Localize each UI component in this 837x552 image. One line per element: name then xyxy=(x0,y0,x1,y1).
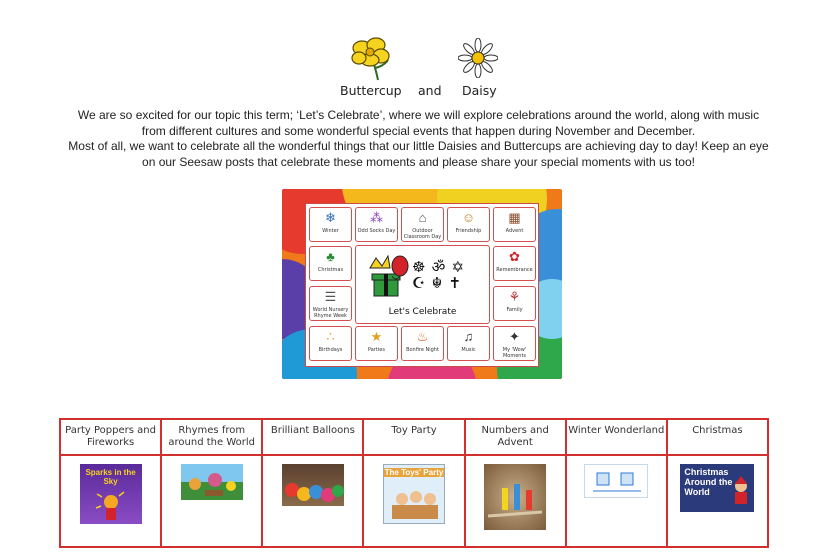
topic-heading: Numbers and Advent xyxy=(465,419,566,455)
cell-friendship xyxy=(447,207,490,242)
cell-label: Music xyxy=(461,347,476,353)
faith-symbols-icon: ☸ ॐ ✡ ☪ ☬ ✝ xyxy=(412,259,466,292)
calendar-icon: ▦ xyxy=(508,210,521,225)
topic-heading: Christmas xyxy=(667,419,768,455)
cell-christmas xyxy=(309,246,352,281)
cell-label: World Nursery Rhyme Week xyxy=(312,307,349,319)
intro-line: from different cultures and some wonderful special events that happen during November and December. xyxy=(141,123,696,138)
winter-wonderland-image[interactable] xyxy=(584,464,648,498)
cell-label: Parties xyxy=(368,347,385,353)
intro-line: on our Seesaw posts that celebrate these moments and please share your special moments with us too! xyxy=(142,154,695,169)
cell-birthdays xyxy=(309,326,352,361)
class-name-and: and xyxy=(418,83,442,98)
topic-heading: Rhymes from around the World xyxy=(161,419,262,455)
cell-label: My 'Wow' Moments xyxy=(502,347,527,359)
music-icon: ♫ xyxy=(463,329,474,344)
cell-label: Winter xyxy=(322,228,339,234)
cell-odd-socks-day xyxy=(355,207,398,242)
poppy-icon: ✿ xyxy=(509,249,520,264)
topics-image-row xyxy=(60,455,768,547)
cell-label: Birthdays xyxy=(318,347,343,353)
cell-wow-moments xyxy=(493,326,536,361)
buttercup-icon xyxy=(348,36,394,82)
topic-cell xyxy=(667,455,768,547)
balloons-icon xyxy=(282,464,344,506)
cell-label: Bonfire Night xyxy=(406,347,439,353)
topic-heading: Brilliant Balloons xyxy=(262,419,363,455)
topic-cell xyxy=(566,455,667,547)
poster-title-cell xyxy=(355,245,490,324)
cell-label: Odd Socks Day xyxy=(357,228,396,234)
cell-winter xyxy=(309,207,352,242)
advent-numbers-photo[interactable] xyxy=(484,464,546,530)
party-icon: ★ xyxy=(370,329,383,344)
gift-balloon-icon xyxy=(368,254,412,300)
friends-icon: ☺ xyxy=(461,210,476,225)
sparks-in-the-sky-book-cover[interactable] xyxy=(80,464,142,524)
nursery-rhyme-image[interactable] xyxy=(181,464,243,500)
class-name-daisy: Daisy xyxy=(462,83,497,98)
topics-header-row xyxy=(60,419,768,455)
topic-cell xyxy=(465,455,566,547)
book-title: Christmas Around the World xyxy=(684,467,733,497)
cell-parties xyxy=(355,326,398,361)
classroom-icon: ⌂ xyxy=(418,210,427,225)
cell-label: Family xyxy=(506,307,523,313)
topics-table xyxy=(59,418,769,548)
daisy-icon xyxy=(458,38,498,78)
class-name-buttercup: Buttercup xyxy=(340,83,402,98)
advent-candles-icon xyxy=(484,464,546,530)
lets-celebrate-poster xyxy=(282,189,562,379)
santa-icon xyxy=(731,476,751,506)
cell-music xyxy=(447,326,490,361)
family-icon: ⚘ xyxy=(508,289,521,304)
toys-icon xyxy=(390,487,440,521)
book-icon: ☰ xyxy=(324,289,337,304)
topic-cell xyxy=(363,455,464,547)
topic-cell xyxy=(60,455,161,547)
intro-text xyxy=(40,108,797,170)
cell-label: Outdoor Classroom Day xyxy=(403,228,442,240)
christmas-around-the-world-book-cover[interactable] xyxy=(680,464,754,512)
winter-symbols-icon xyxy=(585,465,648,498)
intro-line: Most of all, we want to celebrate all the wonderful things that our little Daisies and Buttercups are achieving day to day! Keep an eye xyxy=(68,139,769,153)
cell-outdoor-classroom-day xyxy=(401,207,444,242)
bonfire-icon: ♨ xyxy=(416,329,429,344)
cake-icon: ∴ xyxy=(326,329,335,344)
cell-bonfire-night xyxy=(401,326,444,361)
cell-label: Christmas xyxy=(317,267,344,273)
book-title: Sparks in the Sky xyxy=(85,468,136,486)
christmas-tree-icon: ♣ xyxy=(326,249,335,264)
topic-cell xyxy=(161,455,262,547)
cell-family xyxy=(493,286,536,321)
wow-icon: ✦ xyxy=(509,329,520,344)
snowy-tree-icon: ❄ xyxy=(325,210,336,225)
toys-party-book-cover[interactable] xyxy=(383,464,445,524)
symbol-board xyxy=(305,203,539,367)
book-title: The Toys' Party xyxy=(384,468,444,477)
poster-title: Let's Celebrate xyxy=(388,307,457,317)
socks-icon: ⁂ xyxy=(370,210,383,225)
firework-icon xyxy=(94,488,128,522)
cell-label: Friendship xyxy=(455,228,482,234)
topic-heading: Toy Party xyxy=(363,419,464,455)
cell-label: Advent xyxy=(505,228,524,234)
cell-label: Remembrance xyxy=(496,267,533,273)
cell-advent xyxy=(493,207,536,242)
topic-heading: Winter Wonderland xyxy=(566,419,667,455)
balloons-photo[interactable] xyxy=(282,464,344,506)
topic-cell xyxy=(262,455,363,547)
cell-remembrance xyxy=(493,246,536,281)
rhyme-characters-icon xyxy=(181,464,243,500)
cell-world-nursery-rhyme-week xyxy=(309,286,352,321)
intro-line: We are so excited for our topic this term; ‘Let’s Celebrate’, where we will explore celebrations around the world, along with music xyxy=(77,108,760,122)
topic-heading: Party Poppers and Fireworks xyxy=(60,419,161,455)
